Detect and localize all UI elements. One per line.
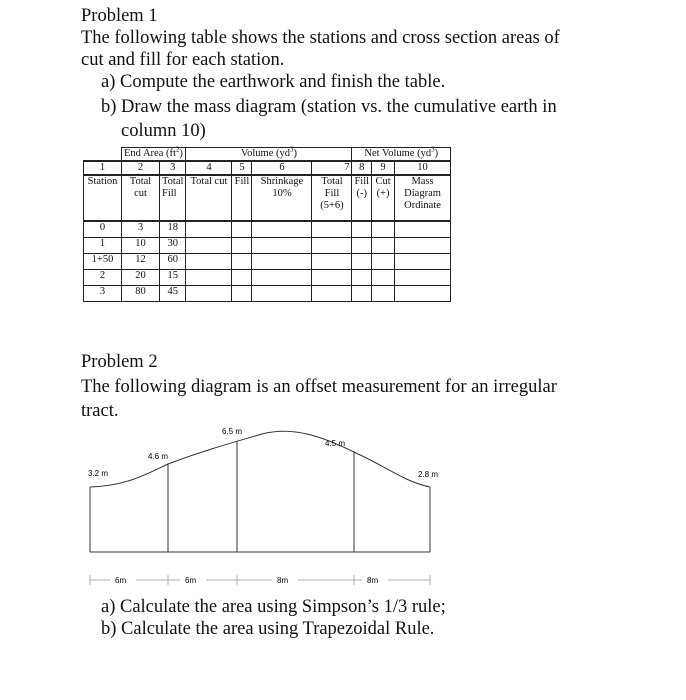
cut-cell: 80 [122, 285, 160, 301]
group-net-volume: Net Volume $(yd^3)$ [352, 148, 451, 162]
header-net-fill: Fill (-) [352, 175, 372, 221]
col-number: 2 [122, 161, 160, 175]
station-cell: 1 [84, 237, 122, 253]
header-volume-total-cut: Total cut [186, 175, 232, 221]
col-number: 5 [232, 161, 252, 175]
problem2-text-line2: tract. [81, 401, 119, 421]
station-cell: 0 [84, 221, 122, 237]
spacing-label: 8m [277, 576, 289, 585]
station-cell: 1+50 [84, 253, 122, 269]
problem1-text-line1: The following table shows the stations and cross section areas of [81, 28, 560, 48]
group-volume: Volume $(yd^3)$ [186, 148, 352, 162]
header-total-cut: Total cut [122, 175, 160, 221]
problem2-text-line1: The following diagram is an offset measurement for an irregular [81, 377, 557, 397]
problem2-title: Problem 2 [81, 352, 158, 372]
offset-label: 3.2 m [88, 469, 109, 478]
header-station: Station [84, 175, 122, 221]
problem1-item-b-line2: column 10) [121, 121, 206, 141]
problem2-item-b: b) Calculate the area using Trapezoidal Rule. [101, 619, 435, 639]
station-cell: 3 [84, 285, 122, 301]
fill-cell: 18 [160, 221, 186, 237]
problem1-item-b-line1: b) Draw the mass diagram (station vs. the cumulative earth in [101, 97, 557, 117]
header-net-cut: Cut (+) [372, 175, 395, 221]
fill-cell: 45 [160, 285, 186, 301]
spacing-label: 6m [115, 576, 127, 585]
col-number: 8 [352, 161, 372, 175]
col-number: 6 [252, 161, 312, 175]
header-total-fill-sum: Total Fill (5+6) [312, 175, 352, 221]
header-volume-fill: Fill [232, 175, 252, 221]
problem1-item-a: a) Compute the earthwork and finish the table. [101, 72, 446, 92]
offset-label: 2.8 m [418, 470, 439, 479]
problem2-item-a: a) Calculate the area using Simpson’s 1/3 rule; [101, 597, 446, 617]
header-mass-ordinate: Mass Diagram Ordinate [395, 175, 451, 221]
offset-label: 4.5 m [325, 439, 346, 448]
offset-label: 6.5 m [222, 427, 243, 436]
col-number: 3 [160, 161, 186, 175]
problem1-text-line2: cut and fill for each station. [81, 50, 285, 70]
col-number: 7 [312, 161, 352, 175]
cut-cell: 12 [122, 253, 160, 269]
spacing-label: 8m [367, 576, 379, 585]
problem1-title: Problem 1 [81, 6, 158, 26]
header-total-fill: Total Fill [160, 175, 186, 221]
fill-cell: 15 [160, 269, 186, 285]
cut-cell: 3 [122, 221, 160, 237]
header-shrinkage: Shrinkage 10% [252, 175, 312, 221]
offset-label: 4.6 m [148, 452, 169, 461]
col-number: 10 [395, 161, 451, 175]
cut-cell: 10 [122, 237, 160, 253]
fill-cell: 60 [160, 253, 186, 269]
fill-cell: 30 [160, 237, 186, 253]
group-end-area: End Area $(ft^2)$ [122, 148, 186, 162]
col-number: 1 [84, 161, 122, 175]
irregular-boundary-curve [90, 431, 430, 487]
col-number: 9 [372, 161, 395, 175]
col-number: 4 [186, 161, 232, 175]
cut-cell: 20 [122, 269, 160, 285]
spacing-label: 6m [185, 576, 197, 585]
station-cell: 2 [84, 269, 122, 285]
